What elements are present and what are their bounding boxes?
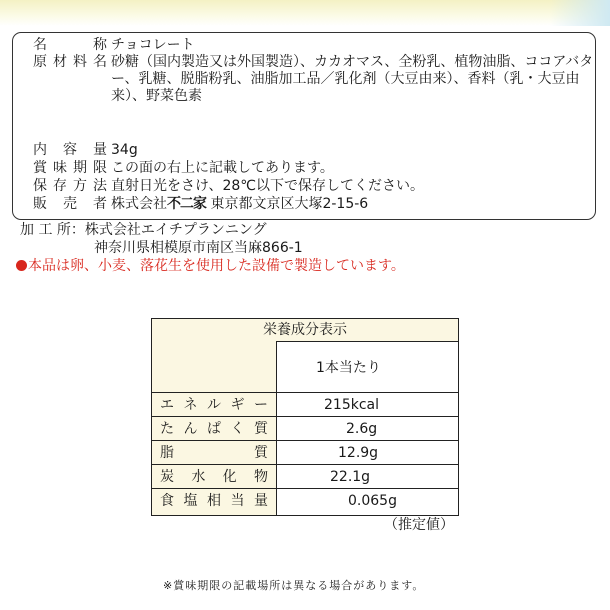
nutrition-row-value: 0.065g [348,493,397,509]
label-val-ingredients: 砂糖（国内製造又は外国製造）、カカオマス、全粉乳、植物油脂、ココアバター、乳糖、脱脂粉乳、油脂加工品／乳化剤（大豆由来）、香料（乳・大豆由来）、野菜色素 [111,54,594,104]
label-val-content: 34g [111,142,138,158]
nutrition-divider [152,392,458,393]
nutrition-row-label: エネルギー [160,397,268,413]
label-val-storage: 直射日光をさけ、28℃以下で保存してください。 [111,178,424,194]
label-key-seller: 販売者 [33,196,107,212]
nutrition-divider [152,488,458,489]
package-top-strip [0,0,610,26]
label-key-content: 内容量 [33,142,107,158]
nutrition-title: 栄養成分表示 [152,319,458,342]
nutrition-row-value: 2.6g [346,421,378,437]
nutrition-row-label: 脂質 [160,445,268,461]
label-key-expiry: 賞味期限 [33,160,107,176]
nutrition-per-unit: 1本当たり [316,360,381,376]
nutrition-row-label: 炭水化物 [160,469,268,485]
label-val-name: チョコレート [111,37,195,53]
label-val-seller [111,196,368,213]
nutrition-divider [152,464,458,465]
processor-key: 加 工 所： [20,222,85,238]
nutrition-row-value: 12.9g [338,445,379,461]
allergy-text: 本品は卵、小麦、落花生を使用した設備で製造しています。 [28,258,405,274]
footnote: ※賞味期限の記載場所は異なる場合があります。 [163,579,425,592]
processor-company: 株式会社エイチプランニング [84,222,267,238]
allergy-notice [16,258,405,275]
label-key-storage: 保存方法 [33,178,107,194]
nutrition-table [151,318,459,516]
seller-brand-logo: 不二家 [167,196,206,212]
red-dot-icon [16,260,27,271]
nutrition-divider [152,440,458,441]
seller-prefix: 株式会社 [111,196,167,212]
label-val-expiry: この面の右上に記載してあります。 [111,160,334,176]
processor-address: 神奈川県相模原市南区当麻866-1 [94,240,303,256]
label-key-name: 名 称 [33,37,107,53]
nutrition-row-value: 215kcal [324,397,379,413]
seller-address: 東京都文京区大塚2-15-6 [210,196,369,212]
nutrition-row-value: 22.1g [330,469,371,485]
nutrition-estimate-note: （推定値） [384,517,454,533]
label-key-ingredients: 原材料名 [33,54,107,70]
nutrition-row-label: たんぱく質 [160,421,268,437]
package-blue-corner [550,0,610,26]
food-label-box [12,32,596,220]
nutrition-divider [152,416,458,417]
processor-row [20,222,267,239]
nutrition-row-label: 食塩相当量 [160,493,268,509]
